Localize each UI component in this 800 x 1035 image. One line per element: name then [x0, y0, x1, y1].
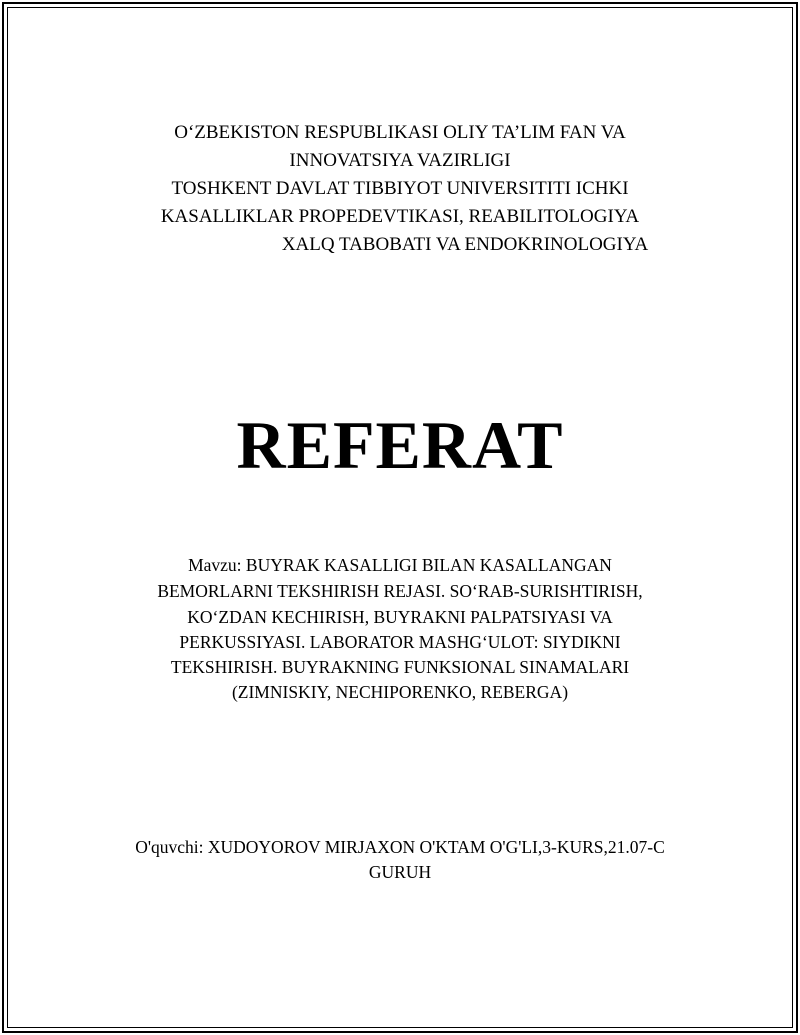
topic-line: (ZIMNISKIY, NECHIPORENKO, REBERGA) [231, 682, 569, 702]
topic-line: BEMORLARNI TEKSHIRISH REJASI. SO‘RAB-SURISHTIRISH, [157, 581, 643, 601]
student-info: O'quvchi: XUDOYOROV MIRJAXON O'KTAM O'G'LI,3-KURS,21.07-C [135, 837, 665, 857]
document-title: REFERAT [236, 407, 564, 483]
header-line-department: KASALLIKLAR PROPEDEVTIKASI, REABILITOLOGIYA [160, 206, 640, 227]
header-line-ministry-cont: INNOVATSIYA VAZIRLIGI [289, 150, 511, 171]
student-group: GURUH [368, 862, 432, 882]
header-line-university: TOSHKENT DAVLAT TIBBIYOT UNIVERSITITI ICHKI [171, 178, 629, 199]
topic-line: PERKUSSIYASI. LABORATOR MASHG‘ULOT: SIYDIKNI [179, 632, 621, 652]
header-line-ministry: O‘ZBEKISTON RESPUBLIKASI OLIY TA’LIM FAN VA [174, 122, 626, 143]
topic-line: TEKSHIRISH. BUYRAKNING FUNKSIONAL SINAMALARI [170, 657, 630, 677]
topic-line: Mavzu: BUYRAK KASALLIGI BILAN KASALLANGAN [188, 555, 612, 575]
header-line-department-cont: XALQ TABOBATI VA ENDOKRINOLOGIYA [281, 234, 649, 255]
topic-line: KO‘ZDAN KECHIRISH, BUYRAKNI PALPATSIYASI VA [187, 607, 613, 627]
